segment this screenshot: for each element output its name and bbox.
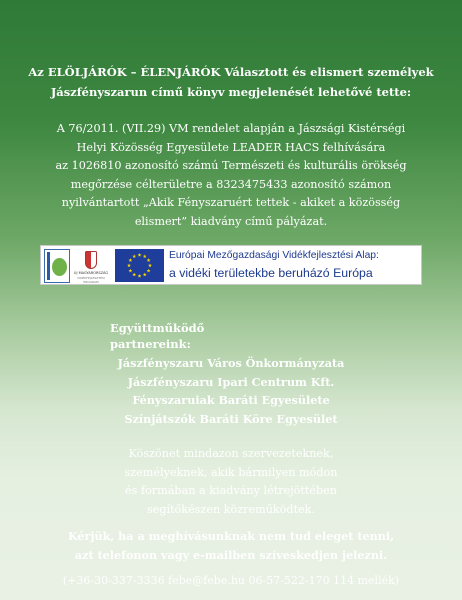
rsvp-text — [0, 527, 462, 564]
grant-line: nyilvántartott „Akik Fényszaruért tettek - akiket a közösség — [61, 196, 401, 209]
grant-line: elismert” kiadvány című pályázat. — [134, 214, 328, 228]
partners-heading: Együttműködő partnereink: — [110, 321, 205, 351]
sponsor-logo-strip — [40, 245, 422, 285]
eu-star-icon — [138, 274, 142, 278]
thanks-line: és formában a kiadvány létrejöttében — [125, 484, 337, 497]
leader-logo — [44, 249, 70, 283]
thanks-line: segítőkészen közreműködtek. — [146, 502, 316, 516]
partner-item: Fényszaruiak Baráti Egyesülete — [132, 393, 330, 407]
eu-star-icon — [143, 254, 147, 258]
grant-text — [18, 120, 444, 231]
rsvp-line-1: Kérjük, ha a meghívásunknak nem tud eleget tenni, — [67, 529, 395, 543]
eu-star-icon — [132, 254, 136, 258]
intro-text — [18, 62, 444, 102]
hungary-logo-subtext: VIDÉKFEJLESZTÉSI PROGRAM — [77, 276, 105, 284]
eu-star-icon — [138, 253, 142, 257]
contact-details: (+36-30-337-3336 febe@febe.hu 06-57-522-170 114 mellék) — [62, 574, 400, 587]
intro-line-1: Az ELÖLJÁRÓK – ÉLENJÁRÓK Választott és elismert személyek — [28, 65, 434, 79]
eu-star-icon — [129, 269, 133, 273]
hungary-logo-text: ÚJ MAGYARORSZÁG — [73, 271, 109, 275]
grant-line: Helyi Közösség Egyesülete LEADER HACS felhívására — [76, 140, 386, 154]
eafrd-slogan: a vidéki területekbe beruházó Európa — [169, 266, 373, 280]
rsvp-line-2: azt telefonon vagy e-mailben szíveskedjen jelezni. — [74, 547, 388, 562]
new-hungary-logo — [72, 249, 110, 283]
thanks-text — [0, 445, 462, 519]
partner-item: Színjátszók Baráti Köre Egyesület — [124, 411, 338, 426]
eu-star-icon — [129, 258, 133, 262]
eu-star-icon — [132, 273, 136, 277]
hungary-crest-icon — [85, 251, 97, 269]
thanks-line: személyeknek, akik bármilyen módon — [124, 465, 338, 479]
grant-line: megőrzése célterületre a 8323475433 azonosító számon — [70, 177, 392, 191]
intro-line-2: Jászfényszarun című könyv megjelenését lehetővé tette: — [50, 85, 412, 99]
eu-star-icon — [143, 273, 147, 277]
eu-star-icon — [147, 258, 151, 262]
grant-line: A 76/2011. (VII.29) VM rendelet alapján a Jászsági Kistérségi — [56, 122, 406, 135]
eu-star-icon — [127, 264, 131, 268]
partner-item: Jászfényszaru Város Önkormányzata — [117, 356, 345, 370]
eu-star-icon — [148, 264, 152, 268]
eu-star-icon — [147, 269, 151, 273]
leader-logo-bar — [47, 252, 50, 280]
thanks-line: Köszönet mindazon szervezeteknek, — [128, 447, 334, 460]
grant-line: az 1026810 azonosító számú Természeti és kulturális örökség — [55, 159, 407, 172]
partner-item: Jászfényszaru Ipari Centrum Kft. — [127, 374, 335, 389]
leader-logo-leaf — [52, 258, 67, 276]
partners-list — [0, 354, 462, 428]
eu-flag-icon — [115, 249, 164, 282]
eafrd-title: Európai Mezőgazdasági Vidékfejlesztési Alap: — [169, 250, 379, 261]
